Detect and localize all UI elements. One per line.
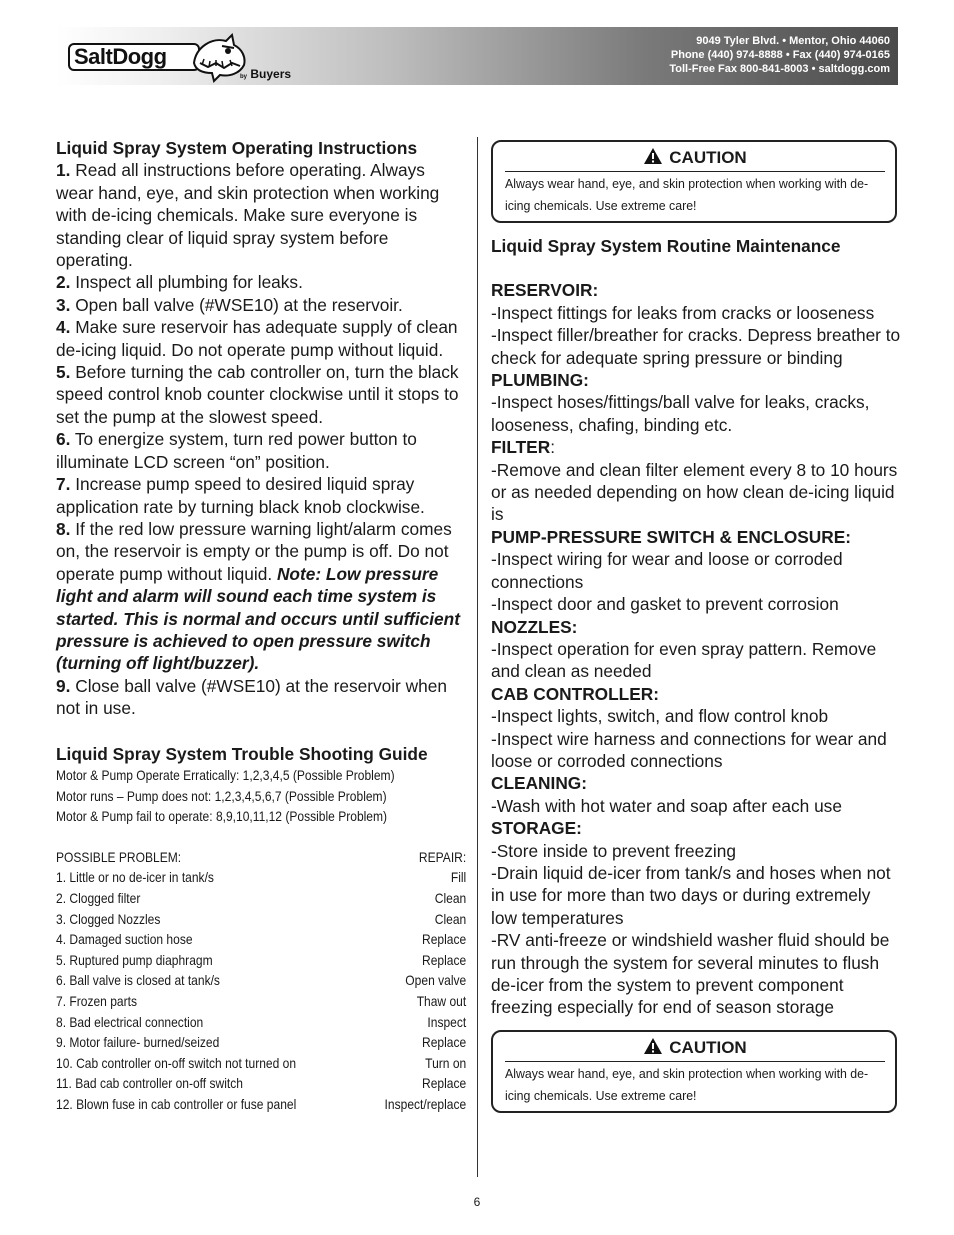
page-number: 6 — [473, 1195, 481, 1209]
step: 4. Make sure reservoir has adequate supply of clean de-icing liquid. Do not operate pump without liquid. — [56, 317, 458, 360]
warning-triangle-icon — [643, 1037, 663, 1055]
maintenance-section-cleaning: CLEANING: -Wash with hot water and soap after each use — [491, 773, 842, 816]
table-row: 11. Bad cab controller on-off switch Replace — [56, 1075, 467, 1092]
step: 9. Close ball valve (#WSE10) at the reservoir when not in use. — [56, 675, 447, 719]
logo-buyers: by Buyers — [240, 67, 292, 81]
page-header — [56, 27, 898, 85]
caution-title: CAUTION — [505, 1037, 885, 1059]
column-divider — [477, 137, 478, 1177]
table-header: POSSIBLE PROBLEM: REPAIR: — [56, 848, 467, 865]
caution-box-bottom — [491, 1030, 897, 1113]
troubleshooting-table — [56, 847, 466, 1115]
step: 3. Open ball valve (#WSE10) at the reservoir. — [56, 294, 403, 315]
contact-info — [669, 34, 890, 76]
table-row: 9. Motor failure- burned/seized Replace — [56, 1034, 467, 1051]
maintenance-section-cab-controller: CAB CONTROLLER: -Inspect lights, switch, and flow control knob -Inspect wire harness and connections for wear and loose or corroded connections — [491, 683, 887, 771]
right-column — [491, 140, 901, 1113]
contact-phone: Phone (440) 974-8888 • Fax (440) 974-0165 — [670, 49, 890, 61]
caution-text: Always wear hand, eye, and skin protection when working with de-icing chemicals. Use extreme care! — [505, 171, 885, 217]
caution-box-top — [491, 140, 897, 223]
table-row: 2. Clogged filter Clean — [56, 889, 467, 906]
saltdogg-logo — [68, 33, 298, 83]
table-row: 12. Blown fuse in cab controller or fuse panel Inspect/replace — [56, 1095, 467, 1112]
table-row: 4. Damaged suction hose Replace — [56, 931, 467, 948]
table-row: 3. Clogged Nozzles Clean — [56, 910, 467, 927]
step: 5. Before turning the cab controller on, turn the black speed control knob counter clockwise until it stops to set the pump at the slowest speed. — [56, 362, 459, 427]
step: 7. Increase pump speed to desired liquid spray application rate by turning black knob clockwise. — [56, 474, 425, 517]
maintenance-section-filter: FILTER: -Remove and clean filter element every 8 to 10 hours or as needed depending on how clean de-icing liquid is — [491, 437, 898, 525]
maintenance-section-storage: STORAGE: -Store inside to prevent freezing -Drain liquid de-icer from tank/s and hoses when not in use for more than two days or during extremely low temperatures -RV anti-freeze or windshield washer fluid should be run through the system for several minutes to flush de-icer from the system to prevent component freezing especially for end of season storage — [491, 818, 891, 1018]
step-note: Note: Low pressure light and alarm will sound each time system is started. This is normal and occurs until sufficient pressure is achieved to open pressure switch (turning off light/buzzer). — [56, 563, 460, 674]
troubleshooting-title: Liquid Spray System Trouble Shooting Guide — [56, 743, 428, 764]
warning-triangle-icon — [643, 147, 663, 165]
step: 1. Read all instructions before operating. Always wear hand, eye, and skin protection when working with de-icing chemicals. Make sure everyone is standing clear of liquid spray system before operating. — [56, 160, 440, 271]
summary-line: Motor runs – Pump does not: 1,2,3,4,5,6,7 (Possible Problem) — [56, 787, 387, 804]
contact-tollfree: Toll-Free Fax 800-841-8003 • saltdogg.com — [669, 63, 890, 75]
maintenance-section-nozzles: NOZZLES: -Inspect operation for even spray pattern. Remove and clean as needed — [491, 616, 877, 682]
step: 8. If the red low pressure warning light/alarm comes on, the reservoir is empty or the pump is off. Do not operate pump without liquid. Note: Low pressure light and alarm will sound each time system is started. This is normal and occurs until sufficient pressure is achieved to open pressure switch (turning off light/buzzer). — [56, 518, 460, 674]
table-row: 5. Ruptured pump diaphragm Replace — [56, 951, 467, 968]
maintenance-section-plumbing: PLUMBING: -Inspect hoses/fittings/ball valve for leaks, cracks, looseness, chafing, binding etc. — [491, 370, 870, 435]
step: 2. Inspect all plumbing for leaks. — [56, 272, 303, 293]
logo-wordmark: SaltDogg — [68, 43, 200, 71]
maintenance-title: Liquid Spray System Routine Maintenance — [491, 236, 841, 256]
table-row: 7. Frozen parts Thaw out — [56, 992, 467, 1009]
left-column — [56, 137, 466, 1114]
maintenance-section-reservoir: RESERVOIR: -Inspect fittings for leaks from cracks or looseness -Inspect filler/breather for cracks. Depress breather to check for adequate spring pressure or binding — [491, 280, 901, 368]
contact-address: 9049 Tyler Blvd. • Mentor, Ohio 44060 — [696, 35, 890, 47]
table-row: 10. Cab controller on-off switch not turned on Turn on — [56, 1054, 467, 1071]
troubleshooting-summary — [56, 765, 466, 827]
maintenance-section-pump: PUMP-PRESSURE SWITCH & ENCLOSURE: -Inspect wiring for wear and loose or corroded connections -Inspect door and gasket to prevent corrosion — [491, 526, 852, 615]
step: 6. To energize system, turn red power button to illuminate LCD screen “on” position. — [56, 429, 417, 472]
summary-line: Motor & Pump Operate Erratically: 1,2,3,4,5 (Possible Problem) — [56, 766, 395, 783]
table-row: 6. Ball valve is closed at tank/s Open valve — [56, 972, 467, 989]
maintenance-sections — [491, 279, 901, 1018]
summary-line: Motor & Pump fail to operate: 8,9,10,11,12 (Possible Problem) — [56, 808, 388, 825]
operating-steps — [56, 159, 466, 719]
table-row: 1. Little or no de-icer in tank/s Fill — [56, 869, 467, 886]
operating-title: Liquid Spray System Operating Instructions — [56, 138, 418, 158]
caution-title: CAUTION — [505, 147, 885, 169]
table-row: 8. Bad electrical connection Inspect — [56, 1013, 467, 1030]
caution-text: Always wear hand, eye, and skin protection when working with de-icing chemicals. Use extreme care! — [505, 1061, 885, 1107]
